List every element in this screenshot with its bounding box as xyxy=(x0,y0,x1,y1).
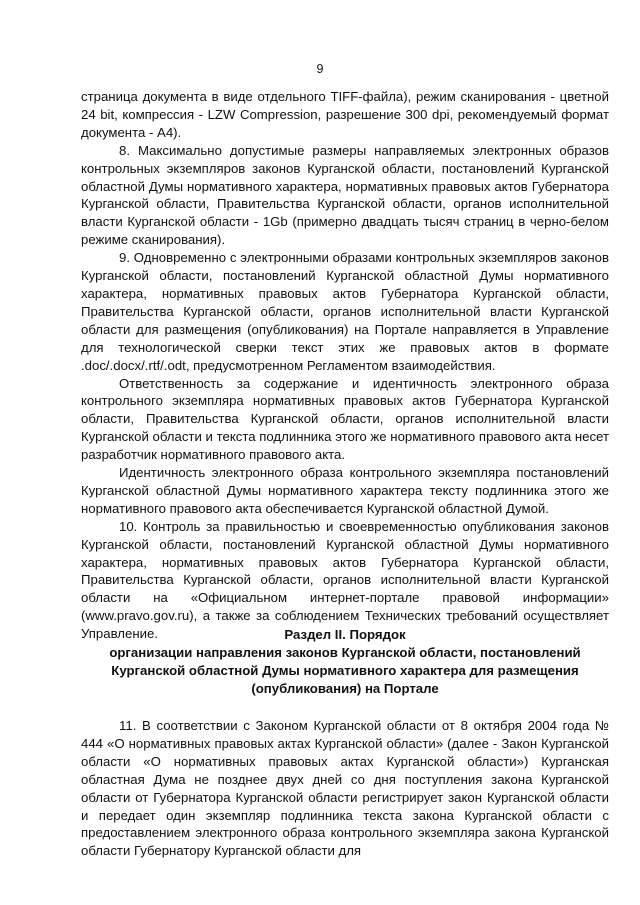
document-body xyxy=(81,88,609,643)
section-heading-line-1: Раздел II. Порядок xyxy=(284,627,406,642)
paragraph-identity: Идентичность электронного образа контрольного экземпляра постановлений Курганской областной Думы нормативного характера тексту подлинника этого же нормативного правового акта обеспечивается Курганской областной Думой. xyxy=(81,465,609,516)
paragraph-responsibility: Ответственность за содержание и идентичность электронного образа контрольного экземпляра нормативных правовых актов Губернатора Курганской области, Правительства Курганской области, органов исполнительной власти Курганской области и текста подлинника этого же нормативного правового акта несет разработчик нормативного правового акта. xyxy=(81,375,609,463)
paragraph-item-11: 11. В соответствии с Законом Курганской области от 8 октября 2004 года № 444 «О нормативных правовых актах Курганской области» (далее - Закон Курганской области «О нормативных правовых актах Курганской области») Курганская областная Дума не позднее двух дней со дня поступления закона Курганской области от Губернатора Курганской области регистрирует закон Курганской области и передает один экземпляр подлинника текста закона Курганской области с предоставлением электронного образа контрольного экземпляра закона Курганской области Губернатору Курганской области для xyxy=(81,718,609,859)
section-heading xyxy=(81,626,609,698)
paragraph-continuation: страница документа в виде отдельного TIFF-файла), режим сканирования - цветной 24 bit, компрессия - LZW Compression, разрешение 300 dpi, рекомендуемый формат документа - А4). xyxy=(81,89,609,140)
document-body-section-2 xyxy=(81,717,609,860)
page-number: 9 xyxy=(316,62,324,76)
section-heading-line-2: организации направления законов Курганской области, постановлений xyxy=(109,644,581,660)
paragraph-item-9: 9. Одновременно с электронными образами контрольных экземпляров законов Курганской области, постановлений Курганской областной Думы нормативного характера, нормативных правовых актов Губернатора Курганской области, Правительства Курганской области, органов исполнительной власти Курганской области для размещения (опубликования) на Портале направляется в Управление для технологической сверки текст этих же правовых актов в формате .doc/.docx/.rtf/.odt, предусмотренном Регламентом взаимодействия. xyxy=(81,250,609,373)
paragraph-item-10: 10. Контроль за правильностью и своевременностью опубликования законов Курганской области, постановлений Курганской областной Думы нормативного характера, нормативных правовых актов Губернатора Курганской области, Правительства Курганской области, органов исполнительной власти Курганской области на «Официальном интернет-портале правовой информации» (www.pravo.gov.ru), а также за соблюдением Технических требований осуществляет Управление. xyxy=(81,518,609,642)
section-heading-line-3: Курганской областной Думы нормативного характера для размещения xyxy=(111,662,579,678)
paragraph-item-8: 8. Максимально допустимые размеры направляемых электронных образов контрольных экземпляров законов Курганской области, постановлений Курганской областной Думы нормативного характера, нормативных правовых актов Губернатора Курганской области, Правительства Курганской области, органов исполнительной власти Курганской области - 1Gb (примерно двадцать тысяч страниц в черно-белом режиме сканирования). xyxy=(81,142,609,248)
section-heading-line-4: (опубликования) на Портале xyxy=(251,680,439,696)
